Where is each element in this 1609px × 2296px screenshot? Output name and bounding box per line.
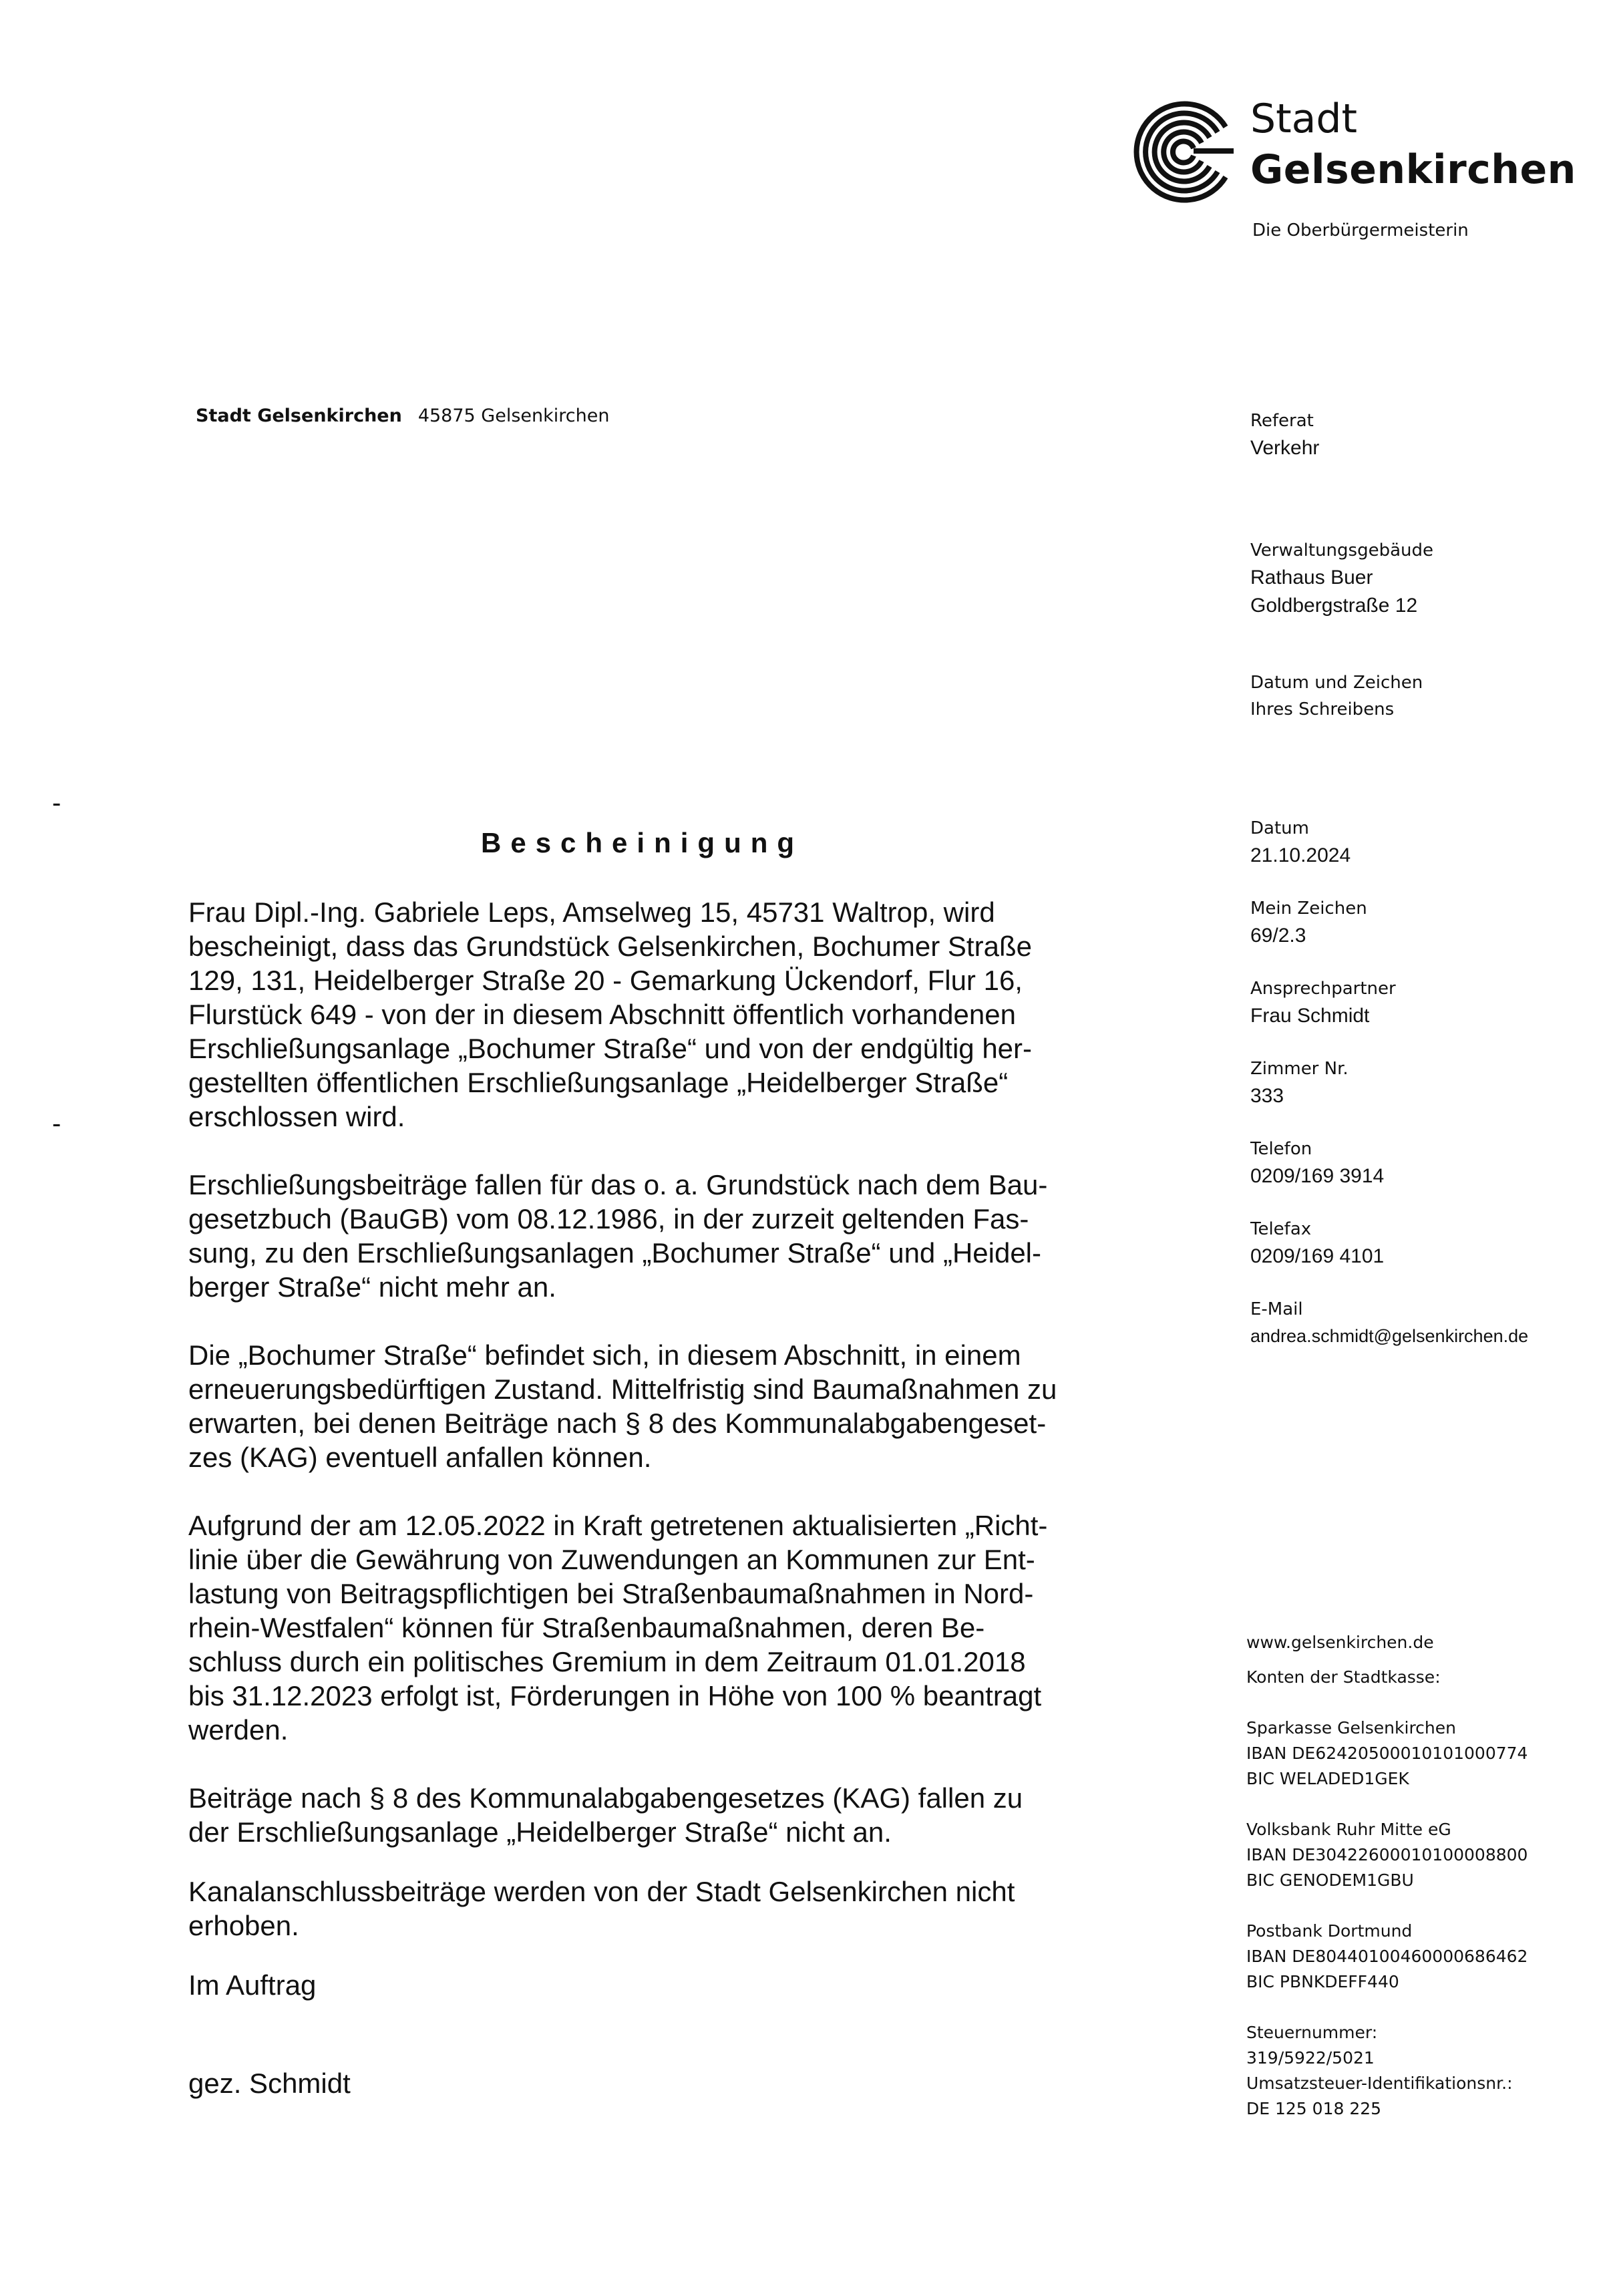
bank1-iban: IBAN DE62420500010101000774 bbox=[1246, 1744, 1528, 1763]
bank3-bic: BIC PBNKDEFF440 bbox=[1246, 1972, 1399, 1991]
phone-label: Telefon bbox=[1250, 1139, 1312, 1159]
bank2-bic: BIC GENODEM1GBU bbox=[1246, 1870, 1414, 1890]
sender-name: Stadt Gelsenkirchen bbox=[196, 405, 402, 426]
margin-mark: - bbox=[52, 788, 61, 818]
bank3-name: Postbank Dortmund bbox=[1246, 1921, 1413, 1941]
bank2-name: Volksbank Ruhr Mitte eG bbox=[1246, 1820, 1451, 1839]
sender-line bbox=[196, 405, 609, 426]
logo-wordmark bbox=[1250, 96, 1576, 193]
date-value: 21.10.2024 bbox=[1250, 844, 1351, 866]
paragraph: Aufgrund der am 12.05.2022 in Kraft getretenen aktualisierten „Richt- linie über die Gewährung von Zuwendungen an Kommunen zur Ent- lastung von Beitragspflichtigen bei Straßenbaumaßnahmen in Nord- rhein-Westfalen“ können für Straßenbaumaßnahmen, deren Be- schluss durch ein politisches Gremium in dem Zeitraum 01.01.2018 bis 31.12.2023 erfolgt ist, Förderungen in Höhe von 100 % beantragt werden. bbox=[188, 1510, 1048, 1746]
your-ref-label-2: Ihres Schreibens bbox=[1250, 699, 1395, 719]
sender-address: 45875 Gelsenkirchen bbox=[417, 405, 610, 426]
email-value: andrea.schmidt@gelsenkirchen.de bbox=[1250, 1326, 1529, 1346]
paragraph: Die „Bochumer Straße“ befindet sich, in diesem Abschnitt, in einem erneuerungsbedürftigen Zustand. Mittelfristig sind Baumaßnahmen zu erwarten, bei denen Beiträge nach § 8 des Kommunalabgabengeset- zes (KAG) eventuell anfallen können. bbox=[188, 1339, 1057, 1473]
building-line2: Goldbergstraße 12 bbox=[1250, 595, 1418, 617]
tax-label: Steuernummer: bbox=[1246, 2023, 1378, 2042]
logo-city-line1: Stadt bbox=[1250, 96, 1357, 142]
footer-info bbox=[1246, 1630, 1594, 2122]
bank1-bic: BIC WELADED1GEK bbox=[1246, 1769, 1409, 1788]
bank3-iban: IBAN DE80440100460000686462 bbox=[1246, 1947, 1528, 1966]
my-ref-value: 69/2.3 bbox=[1250, 925, 1306, 947]
contact-value: Frau Schmidt bbox=[1250, 1005, 1370, 1027]
website-link[interactable]: www.gelsenkirchen.de bbox=[1246, 1633, 1434, 1652]
document-body bbox=[188, 895, 1110, 2134]
contact-label: Ansprechpartner bbox=[1250, 979, 1396, 999]
gelsenkirchen-logo-icon bbox=[1125, 100, 1246, 204]
room-label: Zimmer Nr. bbox=[1250, 1059, 1349, 1079]
bank2-iban: IBAN DE30422600010100008800 bbox=[1246, 1845, 1528, 1864]
paragraph: Frau Dipl.-Ing. Gabriele Leps, Amselweg 15, 45731 Waltrop, wird bescheinigt, dass das Grundstück Gelsenkirchen, Bochumer Straße 129, 131, Heidelberger Straße 20 - Gemarkung Ückendorf, Flur 16, Flurstück 649 - von der in diesem Abschnitt öffentlich vorhandenen Erschließungsanlage „Bochumer Straße“ und von der endgültig her- gestellten öffentlichen Erschließungsanlage „Heidelberger Straße“ erschlossen wird. bbox=[188, 896, 1033, 1132]
paragraph: Beiträge nach § 8 des Kommunalabgabengesetzes (KAG) fallen zu der Erschließungsanlage „Heidelberger Straße“ nicht an. bbox=[188, 1782, 1023, 1848]
department-label: Referat bbox=[1250, 411, 1314, 431]
building-label: Verwaltungsgebäude bbox=[1250, 540, 1433, 560]
margin-mark: - bbox=[52, 1109, 61, 1138]
department-value: Verkehr bbox=[1250, 437, 1320, 459]
email-label: E-Mail bbox=[1250, 1299, 1303, 1319]
fax-value: 0209/169 4101 bbox=[1250, 1245, 1385, 1267]
bank1-name: Sparkasse Gelsenkirchen bbox=[1246, 1718, 1456, 1738]
sidebar-info bbox=[1250, 407, 1598, 1349]
your-ref-label-1: Datum und Zeichen bbox=[1250, 673, 1423, 693]
signature: gez. Schmidt bbox=[188, 2068, 351, 2099]
vat-value: DE 125 018 225 bbox=[1246, 2099, 1382, 2118]
logo-subtitle: Die Oberbürgermeisterin bbox=[1252, 220, 1469, 240]
logo-city-line2: Gelsenkirchen bbox=[1250, 146, 1576, 193]
vat-label: Umsatzsteuer-Identifikationsnr.: bbox=[1246, 2074, 1513, 2093]
closing-line: Im Auftrag bbox=[188, 1969, 317, 2001]
accounts-label: Konten der Stadtkasse: bbox=[1246, 1667, 1441, 1687]
tax-value: 319/5922/5021 bbox=[1246, 2048, 1375, 2068]
building-line1: Rathaus Buer bbox=[1250, 566, 1373, 589]
document-title: Bescheinigung bbox=[481, 827, 804, 858]
date-label: Datum bbox=[1250, 818, 1309, 838]
paragraph: Kanalanschlussbeiträge werden von der Stadt Gelsenkirchen nicht erhoben. bbox=[188, 1876, 1015, 1941]
phone-value: 0209/169 3914 bbox=[1250, 1165, 1385, 1187]
room-value: 333 bbox=[1250, 1085, 1284, 1107]
my-ref-label: Mein Zeichen bbox=[1250, 898, 1367, 919]
fax-label: Telefax bbox=[1250, 1219, 1312, 1239]
paragraph: Erschließungsbeiträge fallen für das o. a. Grundstück nach dem Bau- gesetzbuch (BauGB) vom 08.12.1986, in der zurzeit geltenden Fas- sung, zu den Erschließungsanlagen „Bochumer Straße“ und „Heidel- berger Straße“ nicht mehr an. bbox=[188, 1169, 1048, 1303]
